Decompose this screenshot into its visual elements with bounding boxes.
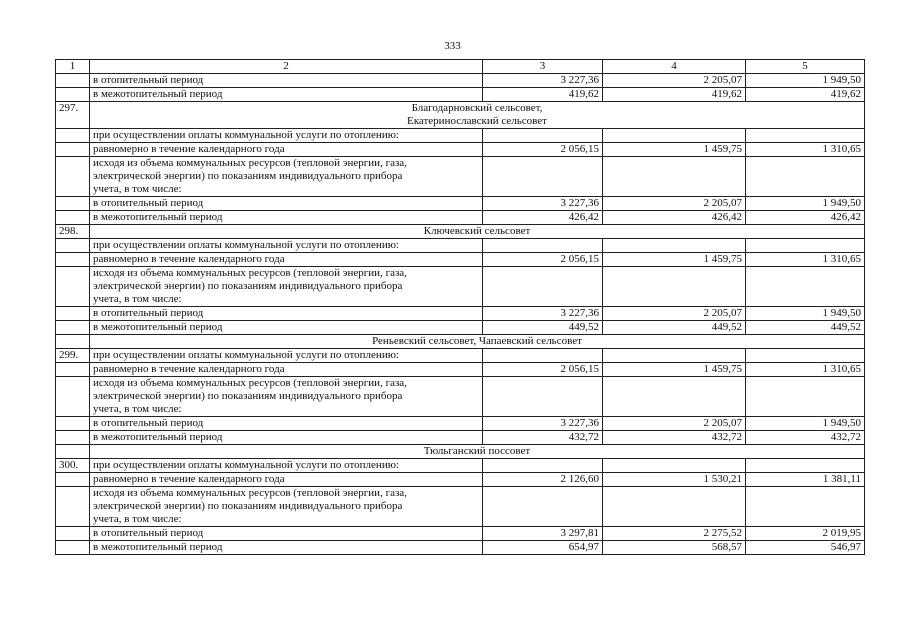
table-row [56, 377, 865, 417]
value-cell-5: 2 019,95 [746, 527, 865, 541]
table-row [56, 307, 865, 321]
table-row [56, 541, 865, 555]
value-cell-5: 1 949,50 [746, 197, 865, 211]
row-label: при осуществлении оплаты коммунальной услуги по отоплению: [90, 349, 483, 363]
row-label: в отопительный период [90, 527, 483, 541]
section-title-line: Екатеринославский сельсовет [407, 115, 547, 127]
row-label: в межотопительный период [90, 431, 483, 445]
row-label-line: электрической энергии) по показаниям индивидуального прибора [93, 280, 403, 292]
value-cell-5: 546,97 [746, 541, 865, 555]
row-index [56, 211, 90, 225]
value-cell-5: 432,72 [746, 431, 865, 445]
row-index [56, 473, 90, 487]
row-index [56, 74, 90, 88]
header-row [56, 60, 865, 74]
row-index [56, 431, 90, 445]
value-cell-3 [483, 267, 603, 307]
value-cell-3: 3 227,36 [483, 197, 603, 211]
row-label [90, 487, 483, 527]
value-cell-3: 654,97 [483, 541, 603, 555]
section-row [56, 335, 865, 349]
row-index: 297. [56, 102, 90, 129]
value-cell-5: 449,52 [746, 321, 865, 335]
value-cell-4: 2 205,07 [603, 417, 746, 431]
row-label: в отопительный период [90, 197, 483, 211]
row-label: равномерно в течение календарного года [90, 143, 483, 157]
table-row [56, 211, 865, 225]
row-label: при осуществлении оплаты коммунальной услуги по отоплению: [90, 129, 483, 143]
row-label-line: электрической энергии) по показаниям индивидуального прибора [93, 500, 403, 512]
row-index [56, 527, 90, 541]
tariff-table [55, 59, 865, 555]
value-cell-5: 426,42 [746, 211, 865, 225]
header-cell-5: 5 [746, 60, 865, 74]
table-row [56, 363, 865, 377]
row-label: при осуществлении оплаты коммунальной услуги по отоплению: [90, 239, 483, 253]
value-cell-3: 2 126,60 [483, 473, 603, 487]
value-cell-3: 426,42 [483, 211, 603, 225]
row-index [56, 487, 90, 527]
table-body [56, 60, 865, 555]
table-row [56, 143, 865, 157]
value-cell-3 [483, 157, 603, 197]
row-label: в межотопительный период [90, 541, 483, 555]
section-title [90, 225, 865, 239]
row-label: при осуществлении оплаты коммунальной услуги по отоплению: [90, 459, 483, 473]
value-cell-4 [603, 239, 746, 253]
row-index [56, 445, 90, 459]
section-title-line: Тюльганский поссовет [423, 445, 531, 457]
row-index [56, 143, 90, 157]
table-row [56, 267, 865, 307]
table-row [56, 239, 865, 253]
row-label: равномерно в течение календарного года [90, 473, 483, 487]
value-cell-3: 449,52 [483, 321, 603, 335]
value-cell-5 [746, 487, 865, 527]
value-cell-4 [603, 377, 746, 417]
value-cell-4 [603, 267, 746, 307]
value-cell-4 [603, 487, 746, 527]
row-index: 298. [56, 225, 90, 239]
value-cell-5: 1 949,50 [746, 417, 865, 431]
row-index: 300. [56, 459, 90, 473]
row-label: в отопительный период [90, 417, 483, 431]
row-label [90, 377, 483, 417]
section-row [56, 102, 865, 129]
value-cell-4: 426,42 [603, 211, 746, 225]
row-label-line: исходя из объема коммунальных ресурсов (тепловой энергии, газа, [93, 487, 407, 499]
row-index [56, 307, 90, 321]
value-cell-5 [746, 377, 865, 417]
row-label [90, 267, 483, 307]
row-index [56, 239, 90, 253]
value-cell-3 [483, 349, 603, 363]
value-cell-4 [603, 459, 746, 473]
table-row [56, 253, 865, 267]
row-index [56, 377, 90, 417]
header-cell-4: 4 [603, 60, 746, 74]
row-label: в отопительный период [90, 307, 483, 321]
row-label-line: исходя из объема коммунальных ресурсов (тепловой энергии, газа, [93, 157, 407, 169]
row-index [56, 417, 90, 431]
value-cell-4 [603, 349, 746, 363]
table-row [56, 74, 865, 88]
section-row [56, 445, 865, 459]
value-cell-3: 2 056,15 [483, 253, 603, 267]
value-cell-3: 432,72 [483, 431, 603, 445]
value-cell-4: 2 205,07 [603, 307, 746, 321]
header-cell-3: 3 [483, 60, 603, 74]
section-title [90, 102, 865, 129]
value-cell-5 [746, 129, 865, 143]
section-title-line: Реньевский сельсовет, Чапаевский сельсовет [372, 335, 582, 347]
value-cell-4: 2 275,52 [603, 527, 746, 541]
value-cell-5: 1 310,65 [746, 143, 865, 157]
table-row [56, 197, 865, 211]
row-label: в отопительный период [90, 74, 483, 88]
page-number: 333 [444, 40, 461, 52]
row-label-line: учета, в том числе: [93, 513, 182, 525]
value-cell-5 [746, 157, 865, 197]
value-cell-4: 432,72 [603, 431, 746, 445]
value-cell-3 [483, 239, 603, 253]
row-index [56, 363, 90, 377]
row-label-line: учета, в том числе: [93, 183, 182, 195]
row-label: в межотопительный период [90, 211, 483, 225]
row-label [90, 157, 483, 197]
value-cell-4: 1 459,75 [603, 143, 746, 157]
table-row [56, 473, 865, 487]
value-cell-5 [746, 349, 865, 363]
value-cell-4: 1 530,21 [603, 473, 746, 487]
value-cell-5: 1 310,65 [746, 363, 865, 377]
value-cell-5: 419,62 [746, 88, 865, 102]
section-title [90, 335, 865, 349]
value-cell-5: 1 310,65 [746, 253, 865, 267]
row-index: 299. [56, 349, 90, 363]
row-label: в межотопительный период [90, 88, 483, 102]
table-row [56, 459, 865, 473]
value-cell-4 [603, 129, 746, 143]
row-index [56, 157, 90, 197]
value-cell-4: 2 205,07 [603, 197, 746, 211]
row-index [56, 129, 90, 143]
value-cell-3: 419,62 [483, 88, 603, 102]
row-label-line: электрической энергии) по показаниям индивидуального прибора [93, 390, 403, 402]
header-cell-2: 2 [90, 60, 483, 74]
value-cell-3 [483, 487, 603, 527]
row-index [56, 88, 90, 102]
section-title-line: Ключевский сельсовет [423, 225, 531, 237]
row-index [56, 321, 90, 335]
value-cell-4: 419,62 [603, 88, 746, 102]
section-title-line: Благодарновский сельсовет, [411, 102, 543, 114]
table-row [56, 527, 865, 541]
section-title [90, 445, 865, 459]
value-cell-5 [746, 239, 865, 253]
value-cell-4: 1 459,75 [603, 253, 746, 267]
table-row [56, 487, 865, 527]
table-row [56, 157, 865, 197]
row-label-line: учета, в том числе: [93, 403, 182, 415]
value-cell-3: 3 227,36 [483, 417, 603, 431]
table-row [56, 349, 865, 363]
row-index [56, 335, 90, 349]
row-label-line: исходя из объема коммунальных ресурсов (тепловой энергии, газа, [93, 377, 407, 389]
section-row [56, 225, 865, 239]
value-cell-5: 1 949,50 [746, 307, 865, 321]
table-row [56, 431, 865, 445]
value-cell-3 [483, 377, 603, 417]
value-cell-4: 568,57 [603, 541, 746, 555]
value-cell-3 [483, 459, 603, 473]
row-index [56, 541, 90, 555]
value-cell-3: 3 297,81 [483, 527, 603, 541]
value-cell-5 [746, 459, 865, 473]
value-cell-4: 2 205,07 [603, 74, 746, 88]
row-label-line: учета, в том числе: [93, 293, 182, 305]
value-cell-5: 1 381,11 [746, 473, 865, 487]
value-cell-3 [483, 129, 603, 143]
header-cell-1: 1 [56, 60, 90, 74]
value-cell-4 [603, 157, 746, 197]
value-cell-5 [746, 267, 865, 307]
table-row [56, 88, 865, 102]
table-row [56, 321, 865, 335]
row-index [56, 253, 90, 267]
value-cell-5: 1 949,50 [746, 74, 865, 88]
table-row [56, 129, 865, 143]
row-label: в межотопительный период [90, 321, 483, 335]
value-cell-4: 1 459,75 [603, 363, 746, 377]
row-index [56, 267, 90, 307]
table-row [56, 417, 865, 431]
value-cell-3: 2 056,15 [483, 363, 603, 377]
row-label: равномерно в течение календарного года [90, 253, 483, 267]
value-cell-4: 449,52 [603, 321, 746, 335]
value-cell-3: 2 056,15 [483, 143, 603, 157]
row-label-line: электрической энергии) по показаниям индивидуального прибора [93, 170, 403, 182]
row-index [56, 197, 90, 211]
value-cell-3: 3 227,36 [483, 74, 603, 88]
value-cell-3: 3 227,36 [483, 307, 603, 321]
row-label: равномерно в течение календарного года [90, 363, 483, 377]
row-label-line: исходя из объема коммунальных ресурсов (тепловой энергии, газа, [93, 267, 407, 279]
